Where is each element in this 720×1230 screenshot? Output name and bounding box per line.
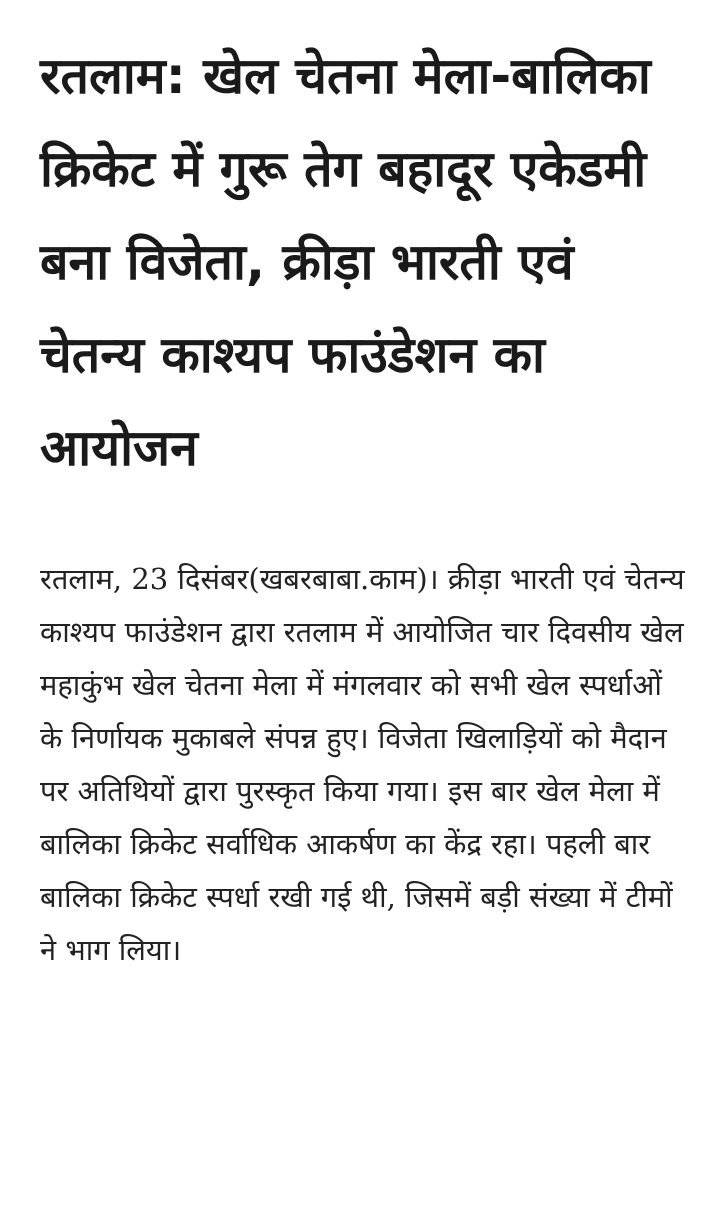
article-body: रतलाम, 23 दिसंबर(खबरबाबा.काम)। क्रीड़ा भारती एवं चेतन्य काश्यप फाउंडेशन द्वारा रतलाम में आयोजित चार दिवसीय खेल महाकुंभ खेल चेतना मेला में मंगलवार को सभी खेल स्पर्धाओं के निर्णायक मुकाबले संपन्न हुए। विजेता खिलाड़ियों को मैदान पर अतिथियों द्वारा पुरस्कृत किया गया। इस बार खेल मेला में बालिका क्रिकेट सर्वाधिक आकर्षण का केंद्र रहा। पहली बार बालिका क्रिकेट स्पर्धा रखी गई थी, जिसमें बड़ी संख्या में टीमों ने भाग लिया।: [40, 562, 685, 967]
article: [40, 30, 690, 977]
article-headline: रतलाम: खेल चेतना मेला-बालिका क्रिकेट में गुरू तेग बहादूर एकेडमी बना विजेता, क्रीड़ा भारती एवं चेतन्य काश्यप फाउंडेशन का आयोजन: [40, 47, 651, 477]
